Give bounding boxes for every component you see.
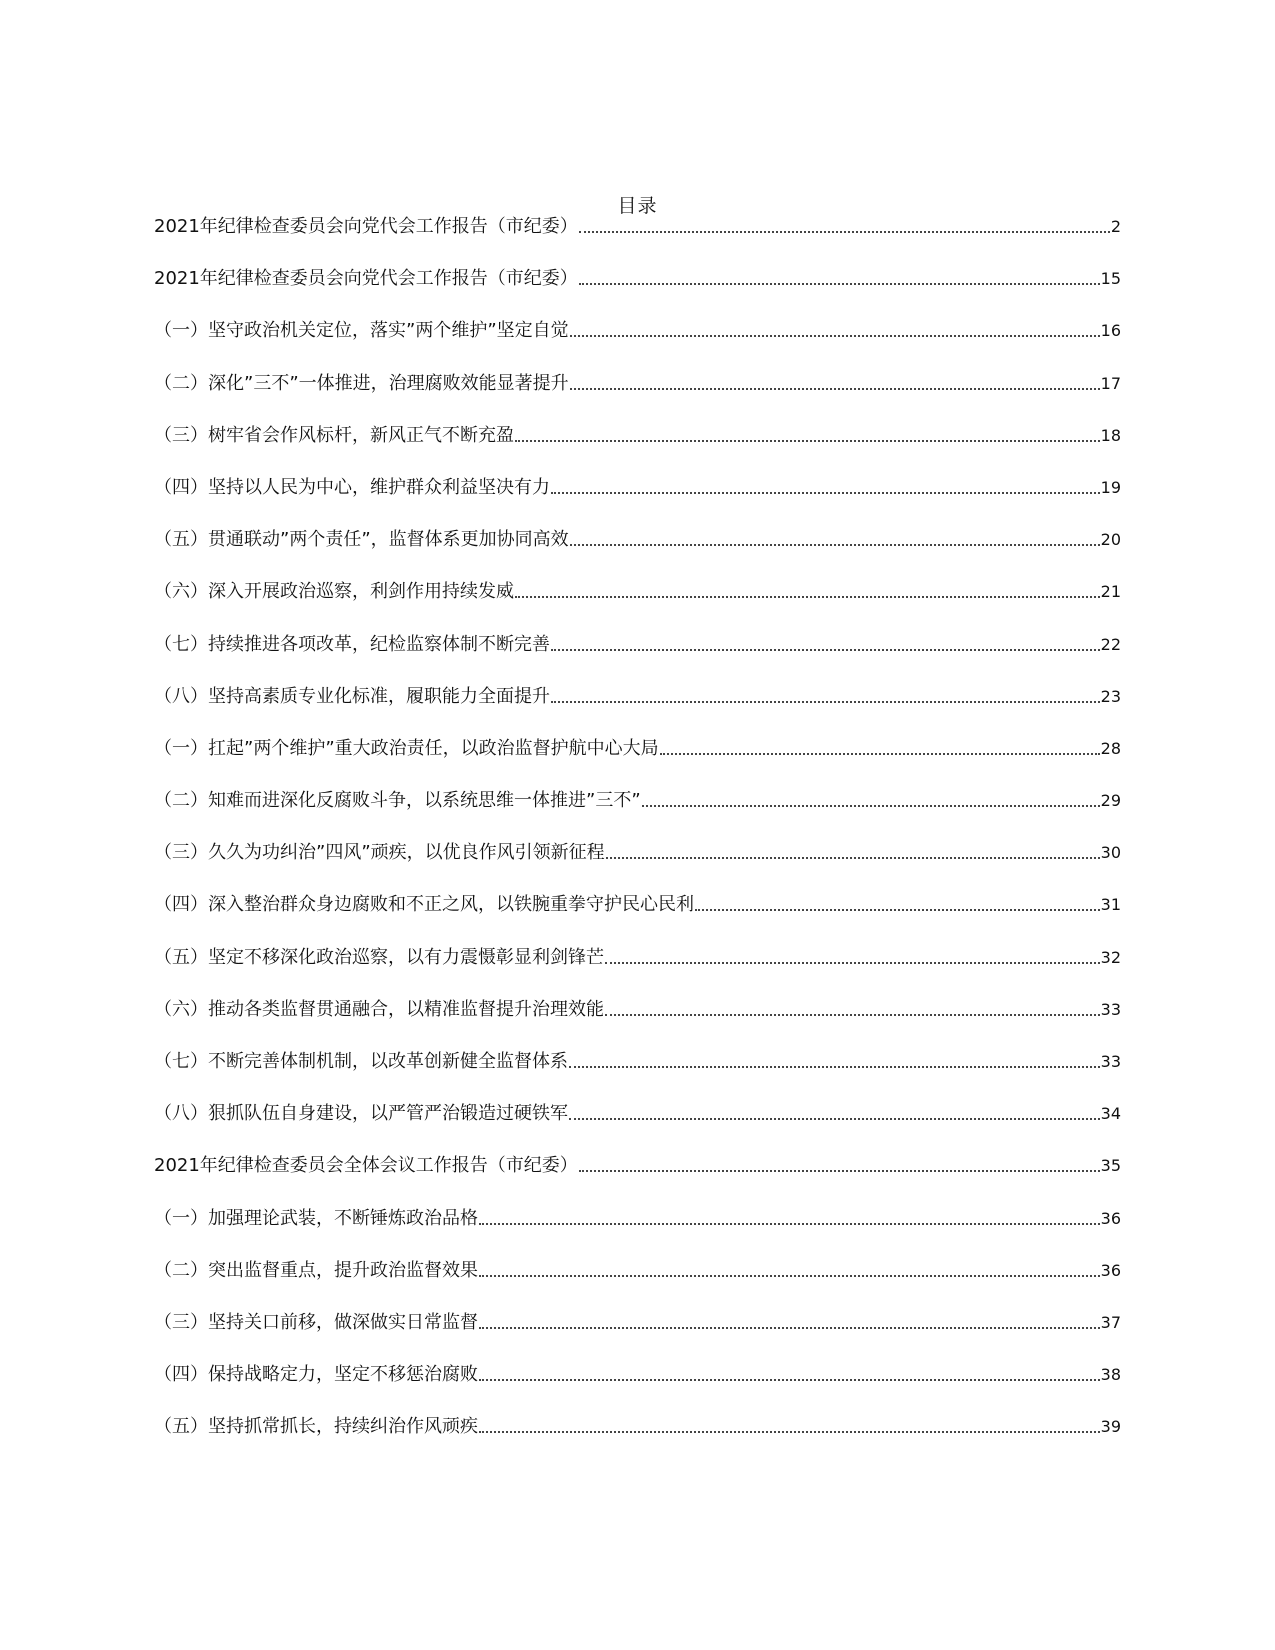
toc-dot-leader (479, 1431, 1100, 1433)
toc-entry[interactable] (154, 1073, 1121, 1125)
toc-entry-text: （五）贯通联动”两个责任”，监督体系更加协同高效 (154, 529, 569, 551)
toc-dot-leader (479, 1275, 1100, 1277)
toc-entry[interactable] (154, 395, 1121, 447)
toc-page-number: 22 (1100, 634, 1121, 654)
toc-entry-text: （一）坚守政治机关定位，落实”两个维护”坚定自觉 (154, 320, 569, 342)
toc-dot-leader (660, 753, 1100, 755)
toc-entry[interactable] (154, 1177, 1121, 1229)
toc-page-number: 29 (1100, 791, 1121, 811)
toc-page-number: 19 (1100, 477, 1121, 497)
toc-dot-leader (570, 388, 1100, 390)
toc-page-number: 37 (1100, 1312, 1121, 1332)
toc-dot-leader (479, 1327, 1100, 1329)
toc-entry[interactable] (154, 342, 1121, 394)
toc-page-number: 38 (1100, 1365, 1121, 1385)
toc-dot-leader (515, 596, 1100, 598)
toc-page-number: 15 (1100, 269, 1121, 289)
toc-page-number: 35 (1100, 1156, 1121, 1176)
toc-entry-text: （六）推动各类监督贯通融合，以精准监督提升治理效能 (154, 998, 604, 1020)
toc-dot-leader (551, 701, 1100, 703)
toc-dot-leader (569, 1066, 1100, 1068)
toc-page-number: 33 (1100, 999, 1121, 1019)
toc-entry-text: （四）坚持以人民为中心，维护群众利益坚决有力 (154, 476, 550, 498)
toc-dot-leader (605, 1014, 1100, 1016)
toc-page-number: 39 (1100, 1417, 1121, 1437)
toc-entry[interactable] (154, 447, 1121, 499)
toc-title: 目录 (617, 195, 658, 217)
toc-entry-text: （一）扛起”两个维护”重大政治责任，以政治监督护航中心大局 (154, 737, 659, 759)
toc-entry-text: （二）突出监督重点，提升政治监督效果 (154, 1259, 478, 1281)
toc-entry-text: （四）深入整治群众身边腐败和不正之风，以铁腕重拳守护民心民利 (154, 894, 694, 916)
toc-entry[interactable] (154, 603, 1121, 655)
toc-entry-text: （二）知难而进深化反腐败斗争，以系统思维一体推进”三不” (154, 790, 641, 812)
toc-page-number: 30 (1100, 843, 1121, 863)
toc-entry-text: 2021年纪律检查委员会向党代会工作报告（市纪委） (154, 216, 578, 237)
toc-entry[interactable] (154, 812, 1121, 864)
toc-page-number: 36 (1100, 1260, 1121, 1280)
toc-entry-text: 2021年纪律检查委员会全体会议工作报告（市纪委） (154, 1155, 578, 1177)
toc-entry[interactable] (154, 290, 1121, 342)
toc-entry[interactable] (154, 864, 1121, 916)
toc-dot-leader (569, 1118, 1100, 1120)
toc-dot-leader (479, 1379, 1100, 1381)
toc-page-number: 32 (1100, 947, 1121, 967)
toc-entry-text: （八）坚持高素质专业化标准，履职能力全面提升 (154, 685, 550, 707)
toc-entry-text: （四）保持战略定力，坚定不移惩治腐败 (154, 1364, 478, 1386)
toc-page-number: 20 (1100, 530, 1121, 550)
toc-page-number: 17 (1100, 373, 1121, 393)
toc-entry-text: （五）坚持抓常抓长，持续纠治作风顽疾 (154, 1416, 478, 1438)
toc-dot-leader (606, 857, 1100, 859)
toc-dot-leader (695, 909, 1100, 911)
toc-dot-leader (642, 805, 1100, 807)
toc-entry-text: （六）深入开展政治巡察，利剑作用持续发威 (154, 581, 514, 603)
toc-dot-leader (605, 962, 1100, 964)
toc-entry[interactable] (154, 218, 1121, 238)
toc-entry-text: 2021年纪律检查委员会向党代会工作报告（市纪委） (154, 268, 578, 290)
toc-dot-leader (579, 1170, 1100, 1172)
toc-entry[interactable] (154, 499, 1121, 551)
toc-entry[interactable] (154, 1334, 1121, 1386)
toc-page-number: 33 (1100, 1052, 1121, 1071)
toc-entry-text: （三）树牢省会作风标杆，新风正气不断充盈 (154, 424, 514, 446)
toc-page-number: 23 (1100, 686, 1121, 706)
toc-entry-text: （五）坚定不移深化政治巡察，以有力震慑彰显利剑锋芒 (154, 946, 604, 968)
toc-page-number: 16 (1100, 321, 1121, 341)
toc-entry-text: （一）加强理论武装，不断锤炼政治品格 (154, 1207, 478, 1229)
toc-dot-leader (570, 335, 1100, 337)
toc-dot-leader (479, 1223, 1100, 1225)
toc-dot-leader (570, 544, 1100, 546)
toc-page-number: 18 (1100, 425, 1121, 445)
toc-entry[interactable] (154, 969, 1121, 1021)
toc-entry[interactable] (154, 760, 1121, 812)
toc-entry[interactable] (154, 1021, 1121, 1073)
toc-entry[interactable] (154, 551, 1121, 603)
toc-entry[interactable] (154, 1230, 1121, 1282)
toc-entry[interactable] (154, 708, 1121, 760)
toc-page-number: 34 (1100, 1104, 1121, 1124)
toc-page-number: 31 (1100, 895, 1121, 915)
toc-dot-leader (551, 492, 1100, 494)
toc-page-number: 2 (1110, 217, 1121, 236)
toc-dot-leader (515, 440, 1100, 442)
toc-entry[interactable] (154, 916, 1121, 968)
toc-entry-text: （二）深化”三不”一体推进，治理腐败效能显著提升 (154, 372, 569, 394)
toc-entry-text: （七）持续推进各项改革，纪检监察体制不断完善 (154, 633, 550, 655)
toc-entry-text: （三）坚持关口前移，做深做实日常监督 (154, 1311, 478, 1333)
toc-entry[interactable] (154, 1125, 1121, 1177)
toc-entry[interactable] (154, 656, 1121, 708)
toc-page-number: 28 (1100, 738, 1121, 758)
toc-entry[interactable] (154, 238, 1121, 290)
toc-entry-text: （三）久久为功纠治”四风”顽疾，以优良作风引领新征程 (154, 842, 605, 864)
toc-entry[interactable] (154, 1282, 1121, 1334)
toc-dot-leader (551, 649, 1100, 651)
toc-dot-leader (579, 283, 1100, 285)
toc-entry-text: （七）不断完善体制机制，以改革创新健全监督体系 (154, 1051, 568, 1072)
toc-entry[interactable] (154, 1386, 1121, 1438)
toc-dot-leader (579, 231, 1110, 233)
toc-entry-text: （八）狠抓队伍自身建设，以严管严治锻造过硬铁军 (154, 1103, 568, 1125)
toc-page-number: 21 (1100, 582, 1121, 602)
table-of-contents (154, 218, 1121, 1438)
toc-page-number: 36 (1100, 1208, 1121, 1228)
